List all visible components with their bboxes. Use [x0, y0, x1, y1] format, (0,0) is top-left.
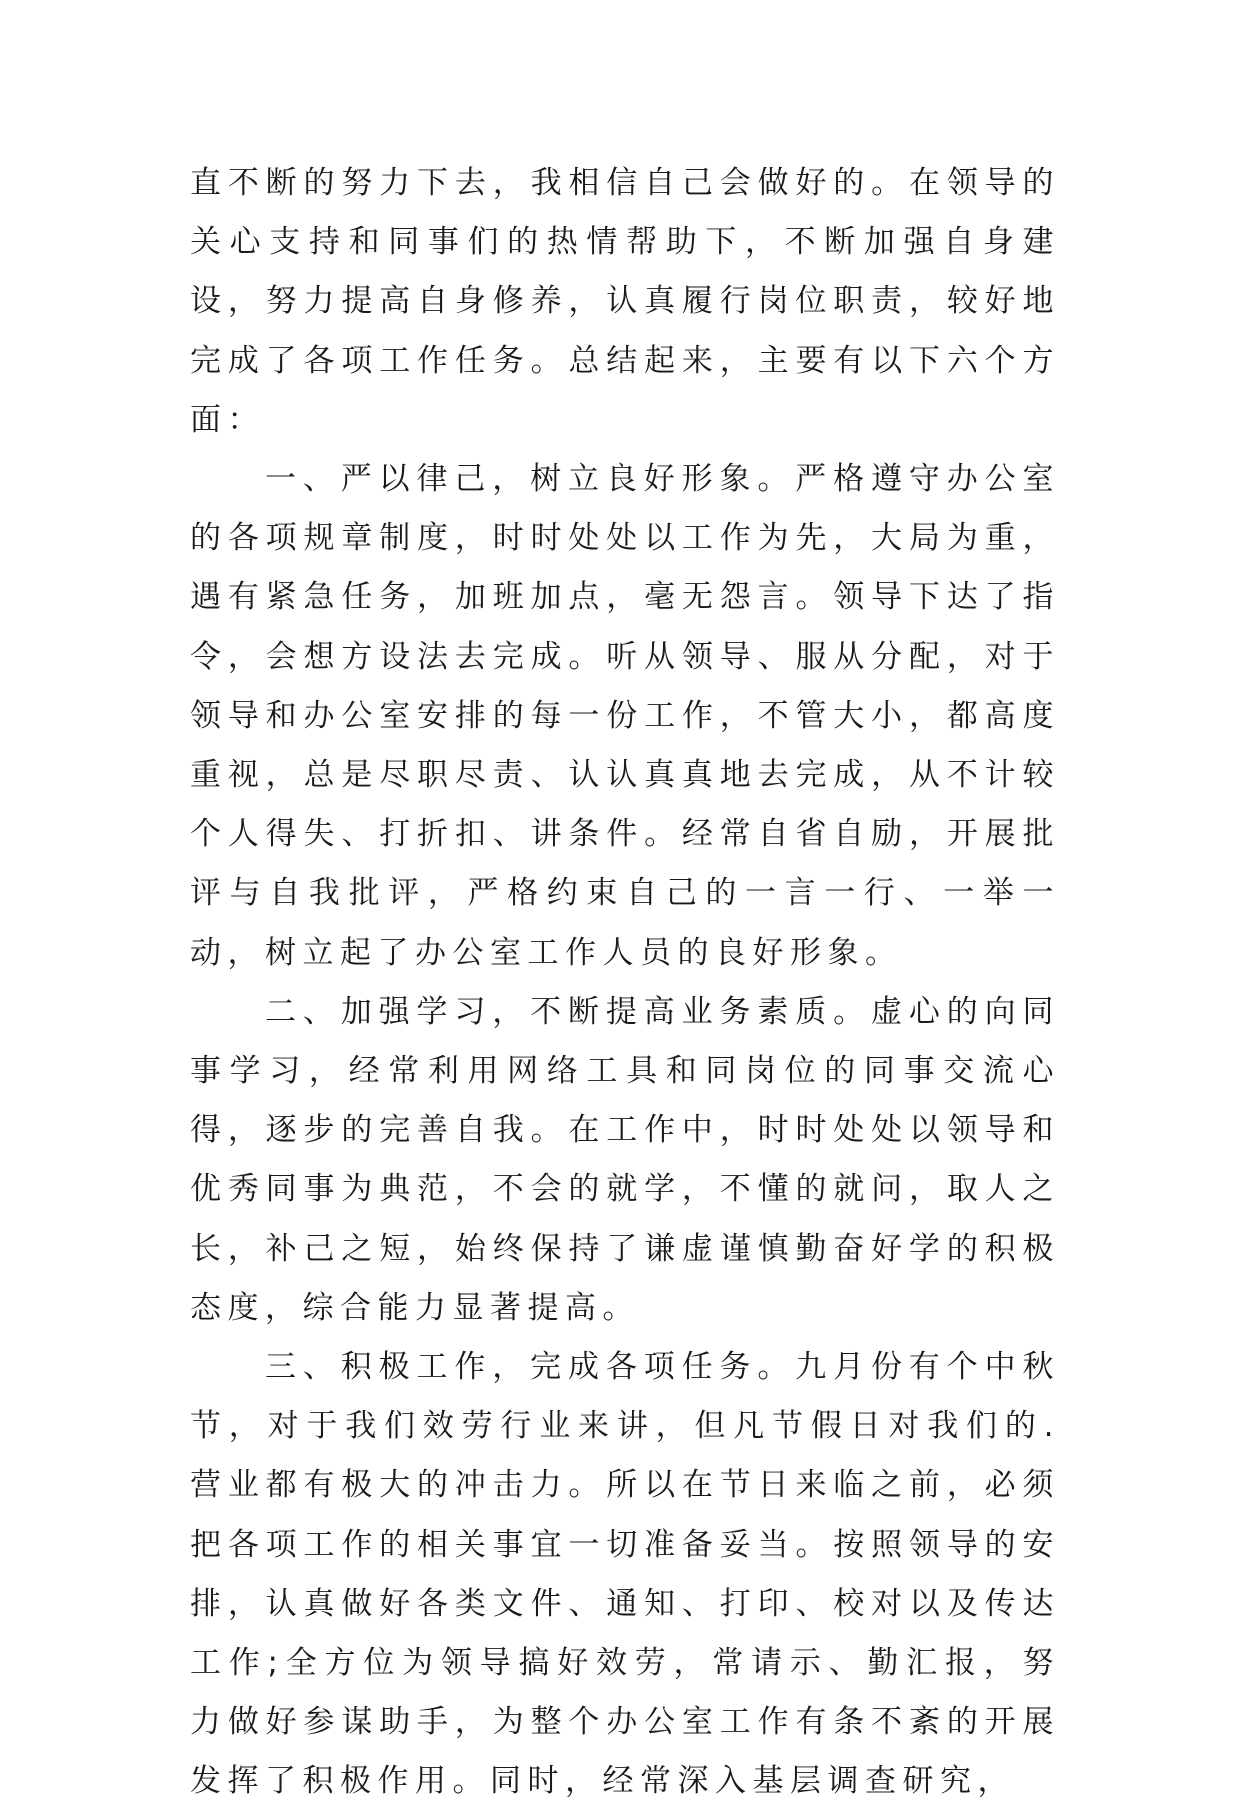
- paragraph-section-three: 三、积极工作，完成各项任务。九月份有个中秋节，对于我们效劳行业来讲，但凡节假日对我们的.营业都有极大的冲击力。所以在节日来临之前，必须把各项工作的相关事宜一切准备妥当。按照领导的安排，认真做好各类文件、通知、打印、校对以及传达工作;全方位为领导搞好效劳，常请示、勤汇报，努力做好参谋助手，为整个办公室工作有条不紊的开展发挥了积极作用。同时，经常深入基层调查研究，: [190, 1349, 1060, 1800]
- paragraph-section-one: 一、严以律己，树立良好形象。严格遵守办公室的各项规章制度，时时处处以工作为先，大局为重，遇有紧急任务，加班加点，毫无怨言。领导下达了指令，会想方设法去完成。听从领导、服从分配，对于领导和办公室安排的每一份工作，不管大小，都高度重视，总是尽职尽责、认认真真地去完成，从不计较个人得失、打折扣、讲条件。经常自省自励，开展批评与自我批评，严格约束自己的一言一行、一举一动，树立起了办公室工作人员的良好形象。: [190, 461, 1060, 971]
- paragraph-section-two: 二、加强学习，不断提高业务素质。虚心的向同事学习，经常利用网络工具和同岗位的同事交流心得，逐步的完善自我。在工作中，时时处处以领导和优秀同事为典范，不会的就学，不懂的就问，取人之长，补己之短，始终保持了谦虚谨慎勤奋好学的积极态度，综合能力显著提高。: [190, 993, 1060, 1326]
- document-body: [190, 154, 1060, 1812]
- paragraph-intro: 直不断的努力下去，我相信自己会做好的。在领导的关心支持和同事们的热情帮助下，不断加强自身建设，努力提高自身修养，认真履行岗位职责，较好地完成了各项工作任务。总结起来，主要有以下六个方面：: [190, 165, 1060, 438]
